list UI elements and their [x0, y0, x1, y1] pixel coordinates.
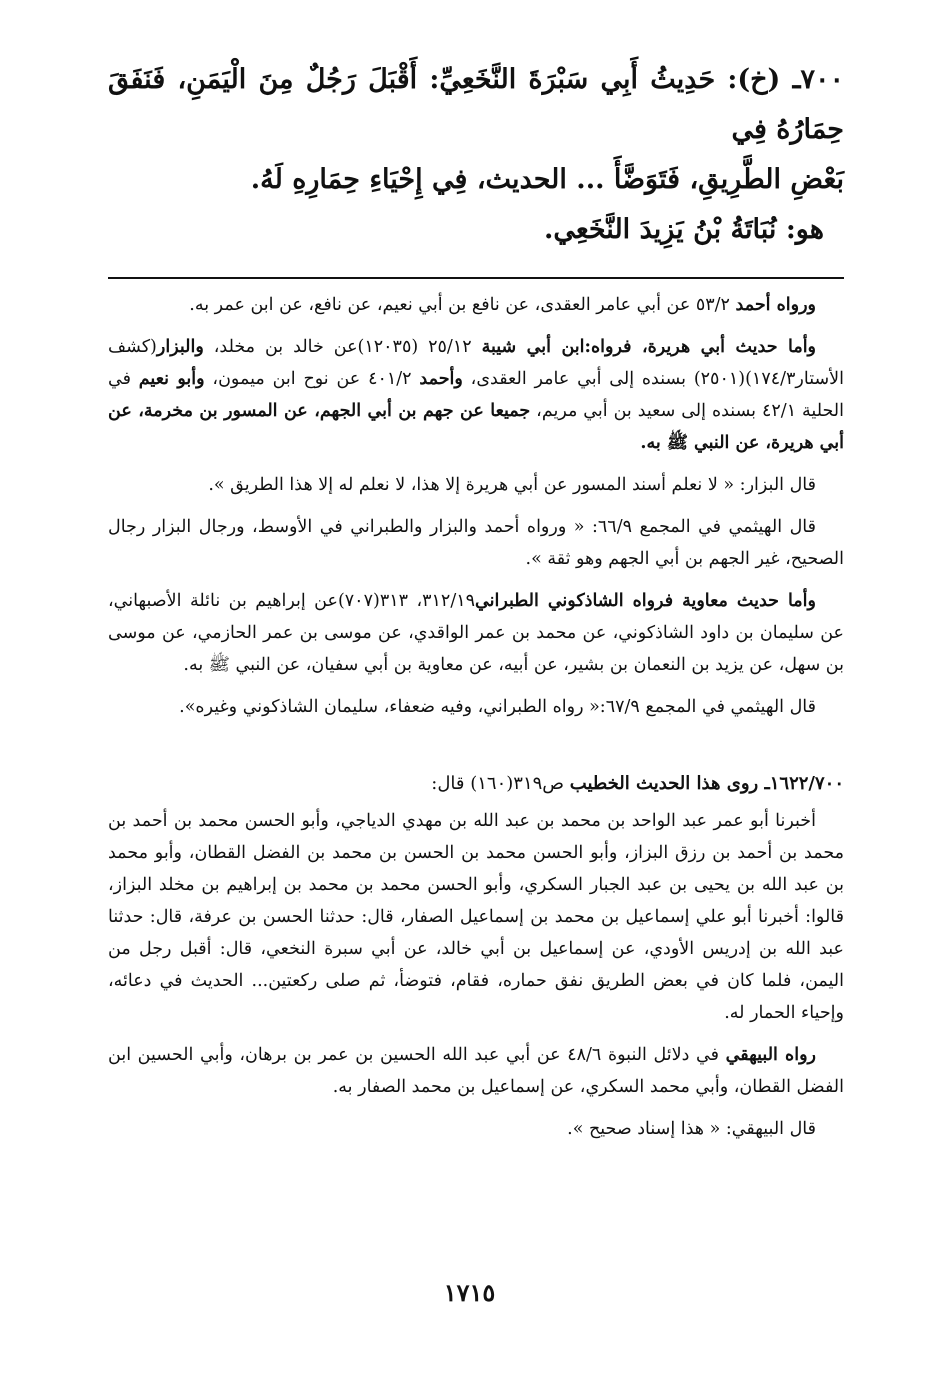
hadith-heading-line-1: ٧٠٠ـ (خ): حَدِيثُ أَبِي سَبْرَةَ النَّخَعِيِّ: أَقْبَلَ رَجُلٌ مِنَ الْيَمَنِ، فَنَفَقَ حِمَارُهُ فِي	[108, 64, 844, 145]
isnad-paragraph: أخبرنا أبو عمر عبد الواحد بن محمد بن عبد الله بن مهدي الدياجي، وأبو الحسن محمد بن أحمد بن محمد بن أحمد بن رزق البزاز، وأبو الحسن محمد بن الحسن بن محمد بن الفضل القطان، وأبو محمد بن عبد الله بن يحيى بن عبد الجبار السكري، وأبو الحسن محمد بن محمد بن إبراهيم بن مخلد البزاز، قالوا: أخبرنا أبو علي إسماعيل بن محمد بن إسماعيل الصفار، قال: حدثنا الحسن بن عرفة، قال: حدثنا عبد الله بن إدريس الأودي، عن إسماعيل بن أبي خالد، عن أبي سبرة النخعي، قال: أقبل رجل من اليمن، فلما كان في بعض الطريق نفق حماره، فقام، فتوضأ، ثم صلى ركعتين... الحديث في دعائه، وإحياء الحمار له.	[108, 811, 844, 1023]
chain-summary: جميعا عن جهم بن أبي الجهم، عن المسور بن مخرمة، عن أبي هريرة، عن النبي ﷺ به.	[108, 401, 844, 453]
khatib-hadith-heading	[108, 767, 844, 801]
heading-text: ص٣١٩(١٦٠) قال:	[431, 773, 570, 794]
source-name: وأما حديث أبي هريرة، فرواه:ابن أبي شيبة	[481, 337, 817, 357]
takhrij-paragraph-abu-hurayra	[108, 331, 844, 459]
hadith-heading-line-2: بَعْضِ الطَّرِيقِ، فَتَوَضَّأَ ... الحديث، فِي إِحْيَاءِ حِمَارِهِ لَهُ.	[250, 164, 844, 195]
paragraph-text: ٢٥/١٢ (١٢٠٣٥)عن خالد بن مخلد،	[203, 337, 482, 357]
haythami-comment-1: قال الهيثمي في المجمع ٦٦/٩: « ورواه أحمد والبزار والطبراني في الأوسط، ورجال البزار رجال الصحيح، غير الجهم بن أبي الجهم وهو ثقة ».	[108, 517, 844, 569]
haythami-comment-2: قال الهيثمي في المجمع ٦٧/٩:« رواه الطبراني، وفيه ضعفاء، سليمان الشاذكوني وغيره».	[179, 697, 816, 717]
source-name: وأحمد	[419, 369, 463, 389]
hadith-number: ١٦٢٢/٧٠٠ـ روى هذا الحديث الخطيب	[569, 773, 844, 794]
section-divider	[108, 277, 844, 279]
takhrij-paragraph-muawiya	[108, 585, 844, 681]
paragraph-text: (كشف الأستار١٧٤/٣)(٢٥٠١) بسنده إلى أبي عامر العقدى،	[108, 337, 844, 389]
source-name: وأبو نعيم	[138, 369, 205, 389]
narrator-identification: هو: نُبَاتَةُ بْنُ يَزِيدَ النَّخَعِي.	[543, 214, 824, 245]
takhrij-paragraph-ahmad	[108, 289, 844, 321]
paragraph-text: ٥٣/٢ عن أبي عامر العقدى، عن نافع بن أبي نعيم، عن نافع، عن ابن عمر به.	[189, 295, 736, 315]
paragraph-text: في دلائل النبوة ٤٨/٦ عن أبي عبد الله الحسين بن عمر بن برهان، وأبي الحسين ابن الفضل القطان، وأبي محمد السكري، عن إسماعيل بن محمد الصفار به.	[108, 1045, 844, 1097]
source-name: وأما حديث معاوية فرواه الشاذكوني الطبراني	[475, 591, 816, 611]
source-name: والبزار	[156, 337, 204, 357]
paragraph-text: ٤٠١/٢ عن نوح ابن ميمون،	[204, 369, 420, 389]
bayhaqi-comment: قال البيهقي: « هذا إسناد صحيح ».	[567, 1119, 816, 1139]
source-name: رواه البيهقي	[725, 1045, 816, 1065]
paragraph-text: ٣١٢/١٩، ٣١٣(٧٠٧)عن إبراهيم بن نائلة الأصبهاني، عن سليمان بن داود الشاذكوني، عن محمد بن عمر الواقدي، عن موسى بن عمر الحازمي، عن موسى بن سهل، عن يزيد بن النعمان بن بشير، عن أبيه، عن معاوية بن أبي سفيان، عن النبي ﷺ به.	[108, 591, 844, 675]
source-name: ورواه أحمد	[735, 295, 816, 315]
bazzar-comment: قال البزار: « لا نعلم أسند المسور عن أبي هريرة إلا هذا، لا نعلم له إلا هذا الطريق ».	[208, 475, 816, 495]
bayhaqi-takhrij	[108, 1039, 844, 1103]
page-number: ١٧١٥	[443, 1278, 496, 1307]
paragraph-text: في الحلية ٤٢/١ بسنده إلى سعيد بن أبي مريم،	[108, 369, 844, 421]
